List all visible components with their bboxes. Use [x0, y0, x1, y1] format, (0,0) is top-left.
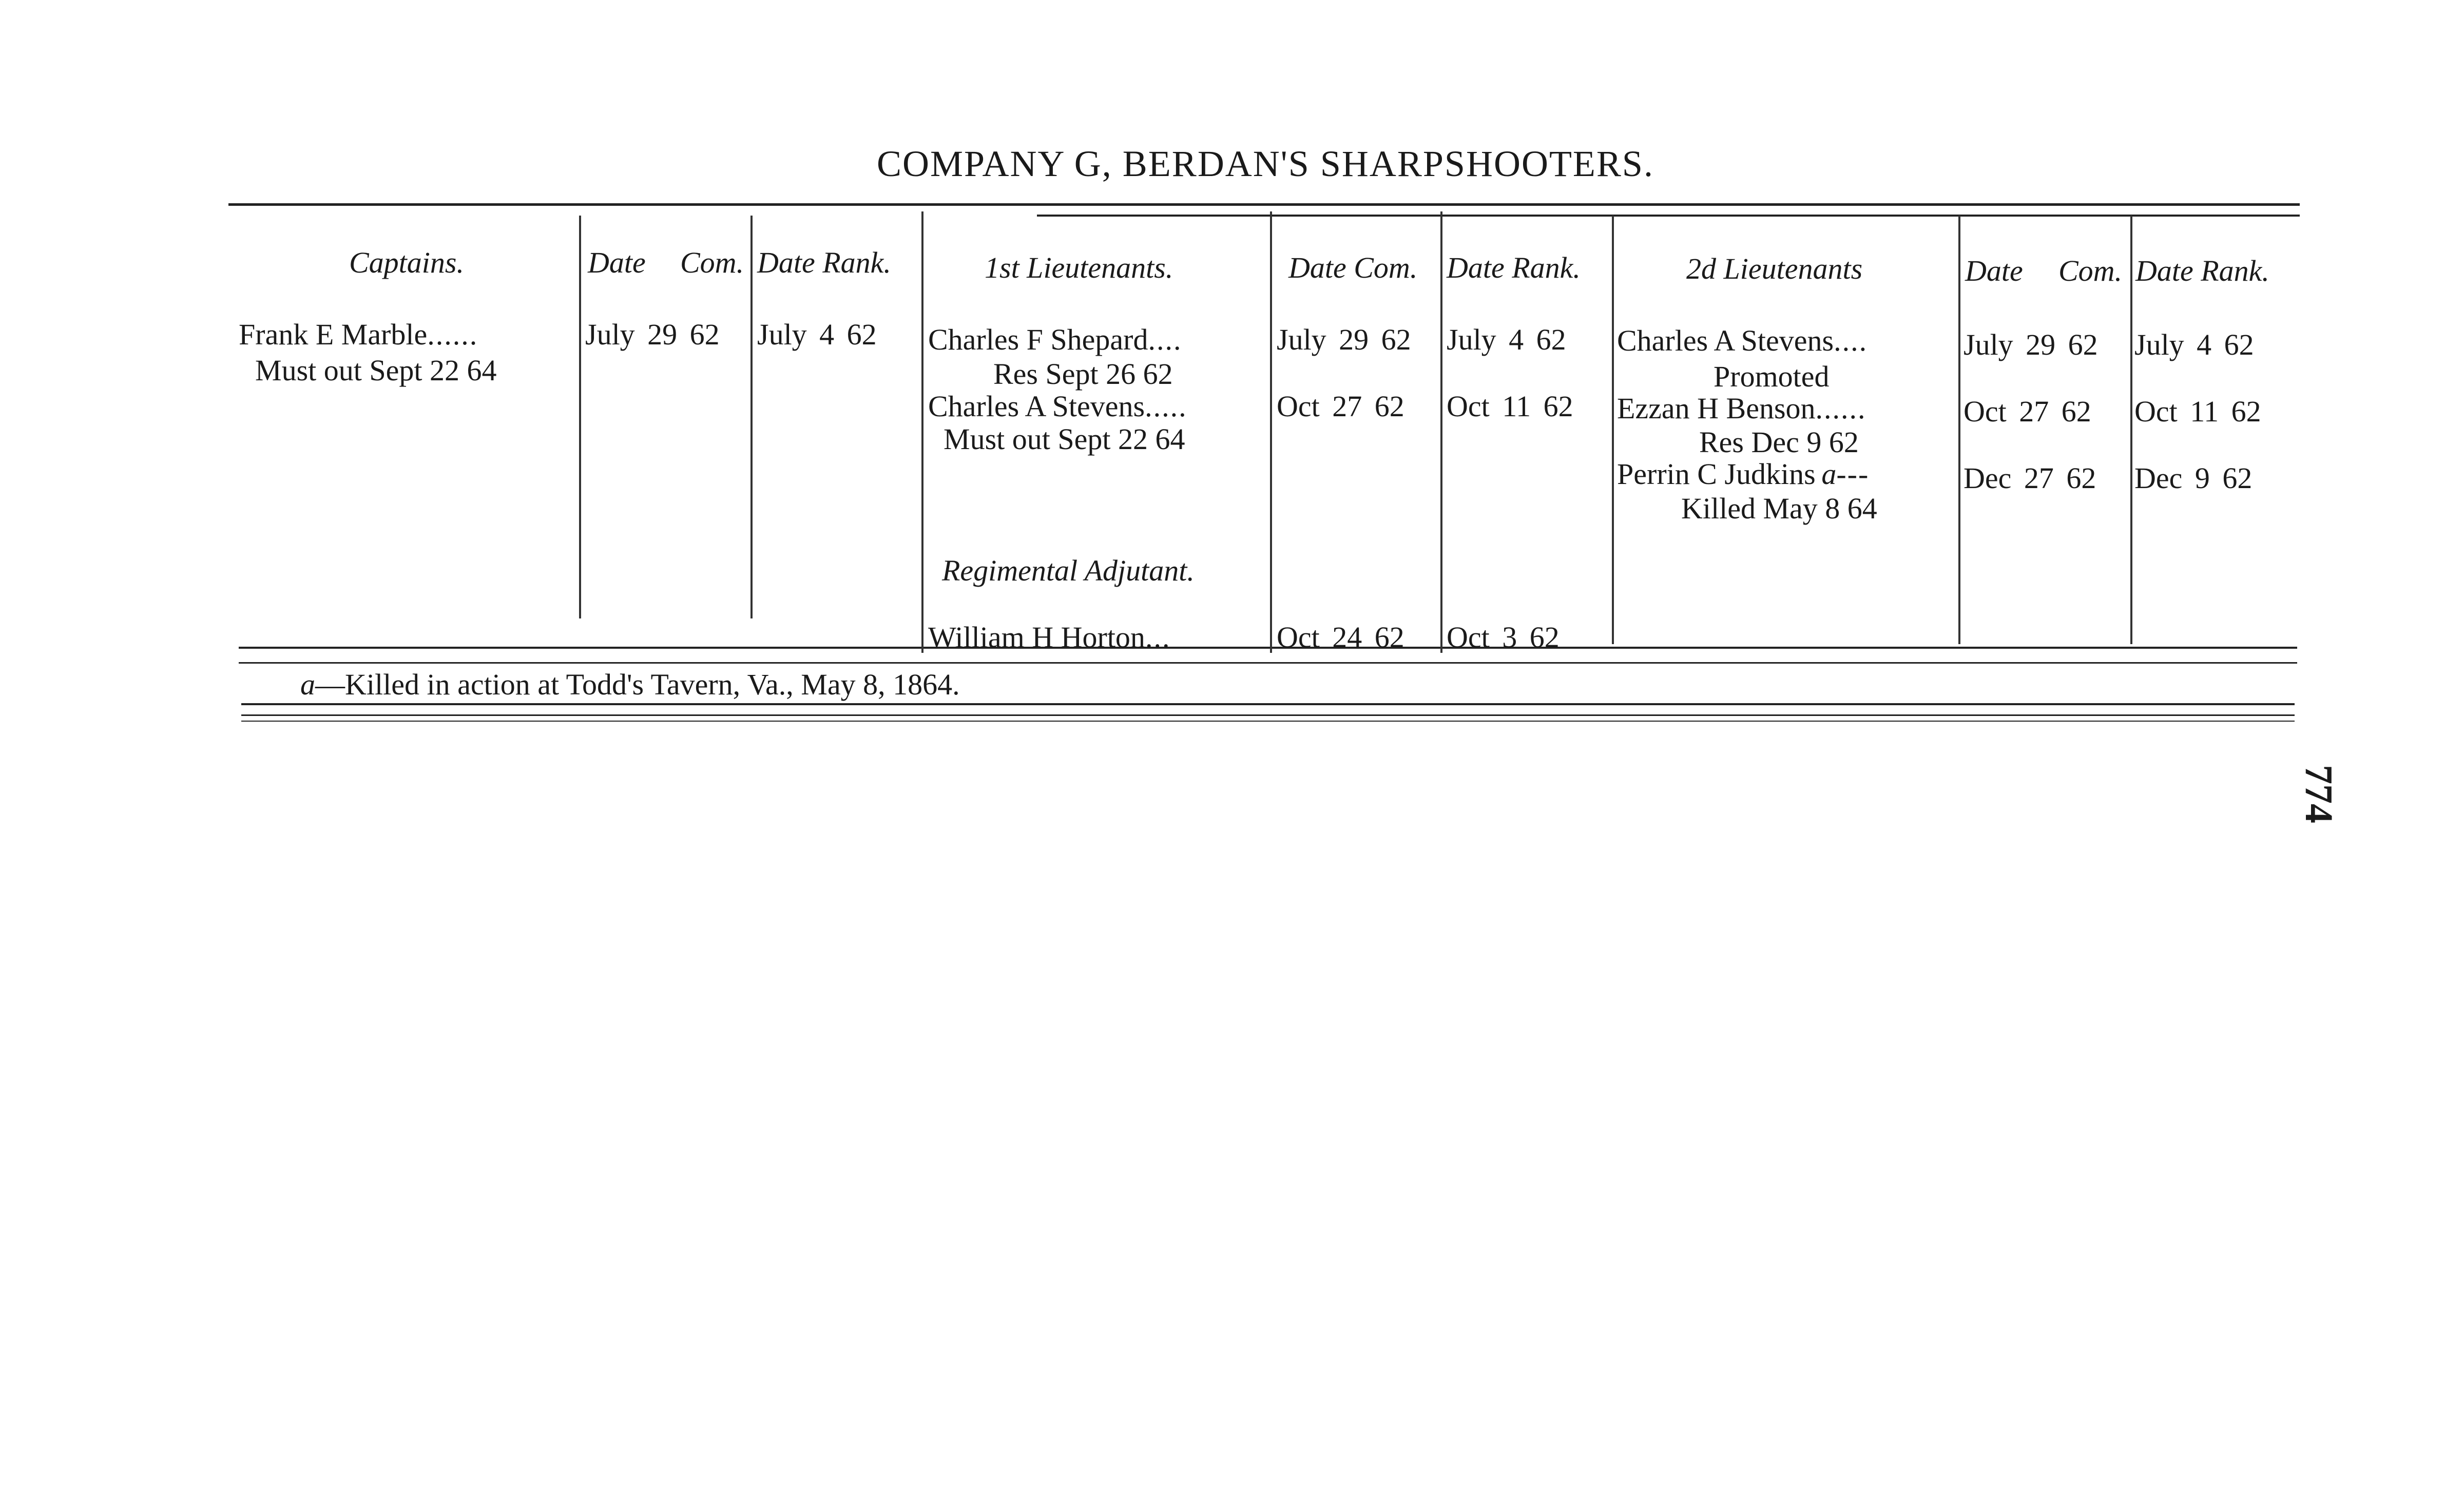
second-lieutenant-3-note: Killed May 8 64	[1681, 492, 1877, 525]
second-lieutenant-2-date-com: Oct 27 62	[1964, 395, 2091, 428]
second-lieutenant-3-date-com: Dec 27 62	[1964, 461, 2096, 495]
col-divider-6	[1612, 216, 1614, 644]
footer-rule-3	[241, 721, 2295, 722]
header-date-com-1b: Com.	[680, 246, 744, 279]
captain-note: Must out Sept 22 64	[255, 354, 497, 387]
col-divider-2	[750, 216, 753, 618]
second-lieutenant-2-name: Ezzan H Benson......	[1617, 392, 1866, 425]
header-date-com-1a: Date	[588, 246, 646, 279]
second-lieutenant-1-note: Promoted	[1714, 360, 1830, 393]
header-date-com-3b: Com.	[2058, 254, 2123, 287]
col-divider-7	[1958, 216, 1960, 644]
first-lieutenant-2-date-rank: Oct 11 62	[1447, 390, 1573, 423]
first-lieutenant-2-note: Must out Sept 22 64	[944, 422, 1185, 456]
bottom-rule-lower	[239, 662, 2297, 664]
first-lieutenant-1-note: Res Sept 26 62	[993, 357, 1173, 391]
captain-name: Frank E Marble......	[239, 318, 478, 351]
captain-date-rank: July 4 62	[757, 318, 877, 351]
header-date-rank-1: Date Rank.	[757, 246, 891, 279]
top-rule	[228, 203, 2300, 206]
footer-rule-2	[241, 714, 2295, 716]
footnote-marker: a	[300, 668, 315, 701]
header-date-com-2: Date Com.	[1288, 251, 1418, 284]
col-divider-3	[921, 211, 923, 653]
bottom-rule-upper	[239, 647, 2297, 649]
top-rule-right	[1037, 215, 2300, 217]
first-lieutenant-2-date-com: Oct 27 62	[1277, 390, 1404, 423]
footnote-text: —Killed in action at Todd's Tavern, Va., May 8, 1864.	[315, 668, 960, 701]
col-divider-5	[1440, 211, 1442, 653]
first-lieutenant-2-name: Charles A Stevens.....	[928, 390, 1187, 423]
col-divider-4	[1270, 211, 1272, 653]
second-lieutenant-1-name: Charles A Stevens....	[1617, 324, 1868, 357]
regimental-adjutant-name: William H Horton...	[928, 621, 1171, 654]
page-number: 774	[2297, 765, 2340, 823]
header-date-com-3a: Date	[1965, 254, 2023, 287]
second-lieutenant-1-date-com: July 29 62	[1964, 328, 2098, 361]
regimental-adjutant-heading: Regimental Adjutant.	[942, 554, 1195, 587]
second-lieutenant-1-date-rank: July 4 62	[2134, 328, 2254, 361]
first-lieutenant-1-name: Charles F Shepard....	[928, 323, 1182, 356]
header-second-lieutenants: 2d Lieutenants	[1686, 252, 1863, 285]
second-lieutenant-3-name: Perrin C Judkins a---	[1617, 457, 1870, 491]
second-lieutenant-3-date-rank: Dec 9 62	[2134, 461, 2253, 495]
second-lieutenant-2-note: Res Dec 9 62	[1699, 425, 1859, 459]
header-captains: Captains.	[349, 246, 464, 279]
regimental-adjutant-date-com: Oct 24 62	[1277, 621, 1404, 654]
regimental-adjutant-date-rank: Oct 3 62	[1447, 621, 1560, 654]
header-date-rank-3: Date Rank.	[2135, 254, 2269, 287]
col-divider-8	[2130, 216, 2132, 644]
header-first-lieutenants: 1st Lieutenants.	[985, 251, 1173, 284]
second-lieutenant-2-date-rank: Oct 11 62	[2134, 395, 2261, 428]
footer-rule-1	[241, 703, 2295, 705]
first-lieutenant-1-date-com: July 29 62	[1277, 323, 1411, 356]
captain-date-com: July 29 62	[585, 318, 720, 351]
page-title: COMPANY G, BERDAN'S SHARPSHOOTERS.	[877, 143, 1654, 184]
footnote	[300, 667, 960, 702]
footnote-mark: a	[1821, 457, 1837, 491]
first-lieutenant-1-date-rank: July 4 62	[1447, 323, 1566, 356]
header-date-rank-2: Date Rank.	[1447, 251, 1581, 284]
col-divider-1	[579, 216, 581, 618]
